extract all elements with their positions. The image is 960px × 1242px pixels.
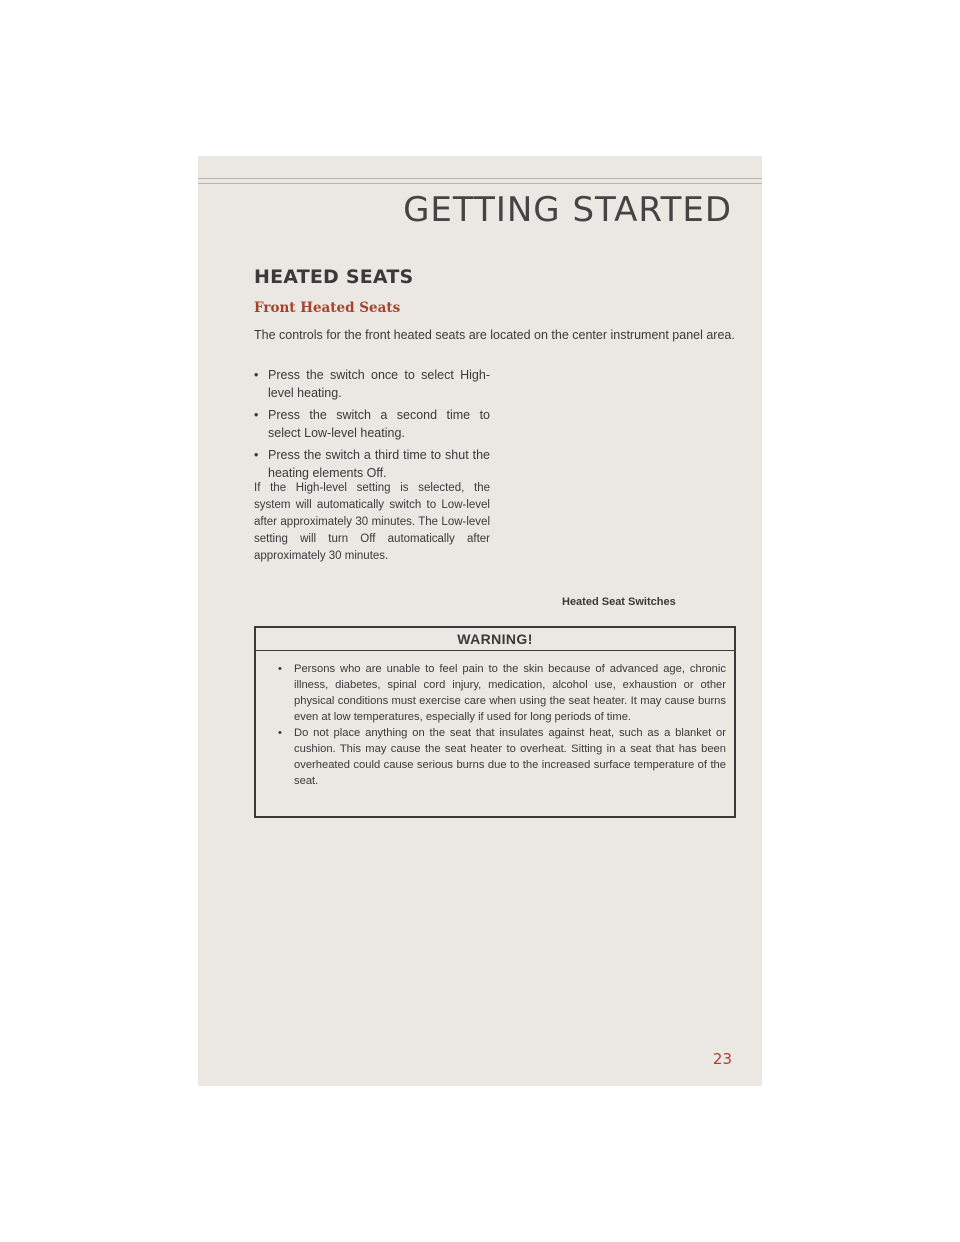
list-item-text: Press the switch a third time to shut the heating elements Off. bbox=[268, 448, 490, 480]
header-rule bbox=[198, 178, 762, 179]
heated-seat-switches-figure bbox=[504, 366, 736, 591]
intro-paragraph: The controls for the front heated seats are located on the center instrument panel area. bbox=[254, 328, 735, 342]
header-rule bbox=[198, 183, 762, 184]
timing-note: If the High-level setting is selected, the system will automatically switch to Low-level after approximately 30 minutes. The Low-level setting will turn Off automatically after approximately 30 minutes. bbox=[254, 482, 490, 562]
warning-item-text: Persons who are unable to feel pain to the skin because of advanced age, chronic illness, diabetes, spinal cord injury, medication, alcohol use, exhaustion or other physical conditions must exercise care when using the seat heater. It may cause burns even at low temperatures, especially if used for long periods of time. bbox=[294, 663, 726, 723]
warning-title: WARNING! bbox=[256, 628, 734, 651]
bullet-icon: • bbox=[278, 727, 282, 739]
figure-caption: Heated Seat Switches bbox=[562, 596, 676, 608]
list-item bbox=[278, 725, 726, 789]
bullet-icon: • bbox=[254, 408, 259, 422]
list-item-text: Press the switch once to select High-level heating. bbox=[268, 368, 490, 400]
bullet-icon: • bbox=[254, 448, 259, 462]
warning-item-text: Do not place anything on the seat that insulates against heat, such as a blanket or cushion. This may cause the seat heater to overheat. Sitting in a seat that has been overheated could cause serious burns due to the increased surface temperature of the seat. bbox=[294, 727, 726, 787]
page-number: 23 bbox=[712, 1050, 732, 1068]
bullet-icon: • bbox=[278, 663, 282, 675]
manual-page bbox=[198, 156, 762, 1086]
list-item bbox=[278, 661, 726, 725]
warning-list bbox=[256, 651, 734, 789]
chapter-title: GETTING STARTED bbox=[403, 190, 732, 230]
list-item bbox=[254, 446, 490, 482]
subsection-title: Front Heated Seats bbox=[254, 300, 401, 316]
instruction-list bbox=[254, 366, 490, 486]
list-item-text: Press the switch a second time to select Low-level heating. bbox=[268, 408, 490, 440]
bullet-icon: • bbox=[254, 368, 259, 382]
warning-box bbox=[254, 626, 736, 818]
section-title: HEATED SEATS bbox=[254, 266, 414, 288]
list-item bbox=[254, 406, 490, 442]
list-item bbox=[254, 366, 490, 402]
